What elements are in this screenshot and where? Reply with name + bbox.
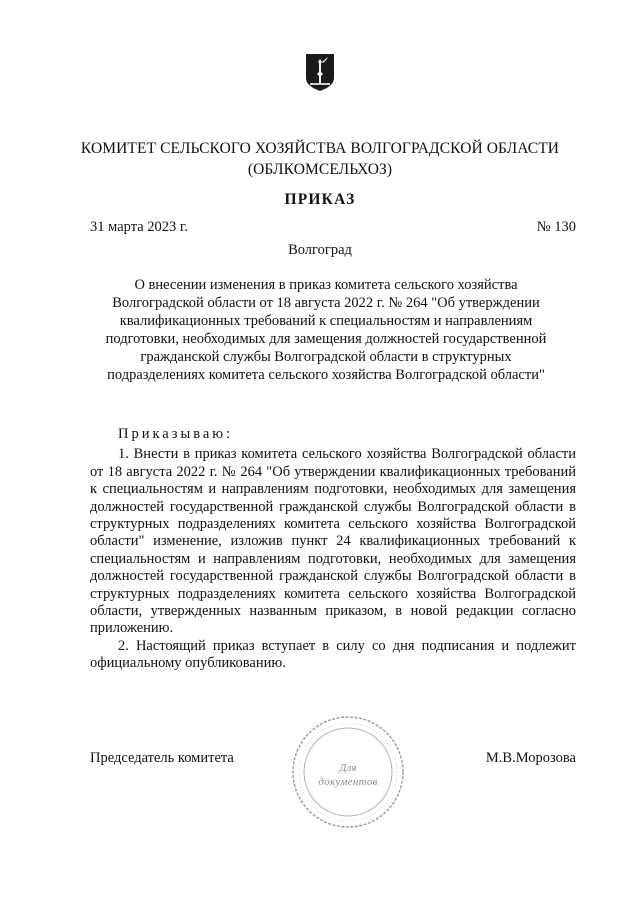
document-city: Волгоград	[288, 242, 352, 258]
organization-name-line1: КОМИТЕТ СЕЛЬСКОГО ХОЗЯЙСТВА ВОЛГОГРАДСКОЙ ОБЛАСТИ	[80, 140, 560, 157]
organization-name-line2: (ОБЛКОМСЕЛЬХОЗ)	[247, 161, 393, 178]
organization-name	[0, 138, 640, 180]
document-body	[90, 426, 576, 673]
signer-title: Председатель комитета	[90, 750, 234, 766]
document-date: 31 марта 2023 г.	[90, 219, 188, 235]
document-type-title: ПРИКАЗ	[284, 191, 356, 208]
body-paragraph-1: 1. Внести в приказ комитета сельского хозяйства Волгоградской области от 18 августа 2022 г. № 264 "Об утверждении квалификационных требований к специальностям и направлениям подготовки, необходимых для замещения должностей государственной гражданской службы Волгоградской области в структурных подразделениях комитета сельского хозяйства Волгоградской области" изменение, изложив пункт 24 квалификационных требований к специальностям и направлениям подготовки, необходимых для замещения должностей государственной гражданской службы Волгоградской области в структурных подразделениях комитета сельского хозяйства Волгоградской области, утвержденных названным приказом, в новой редакции согласно приложению.	[90, 446, 576, 637]
decree-word: Приказываю:	[118, 426, 234, 442]
stamp-text-line1: Для	[339, 762, 357, 774]
volgograd-coat-of-arms-icon	[304, 52, 336, 92]
stamp-text-line2: документов	[318, 776, 378, 788]
signer-name: М.В.Морозова	[485, 750, 576, 766]
document-number: № 130	[536, 219, 576, 235]
body-paragraph-2: 2. Настоящий приказ вступает в силу со дня подписания и подлежит официальному опубликованию.	[90, 637, 576, 672]
stamp-seal	[290, 714, 406, 830]
document-subject: О внесении изменения в приказ комитета сельского хозяйства Волгоградской области от 18 августа 2022 г. № 264 "Об утверждении квалификационных требований к специальностям и направлениям подготовки, необходимых для замещения должностей государственной гражданской службы Волгоградской области в структурных подразделениях комитета сельского хозяйства Волгоградской области"	[105, 277, 547, 383]
